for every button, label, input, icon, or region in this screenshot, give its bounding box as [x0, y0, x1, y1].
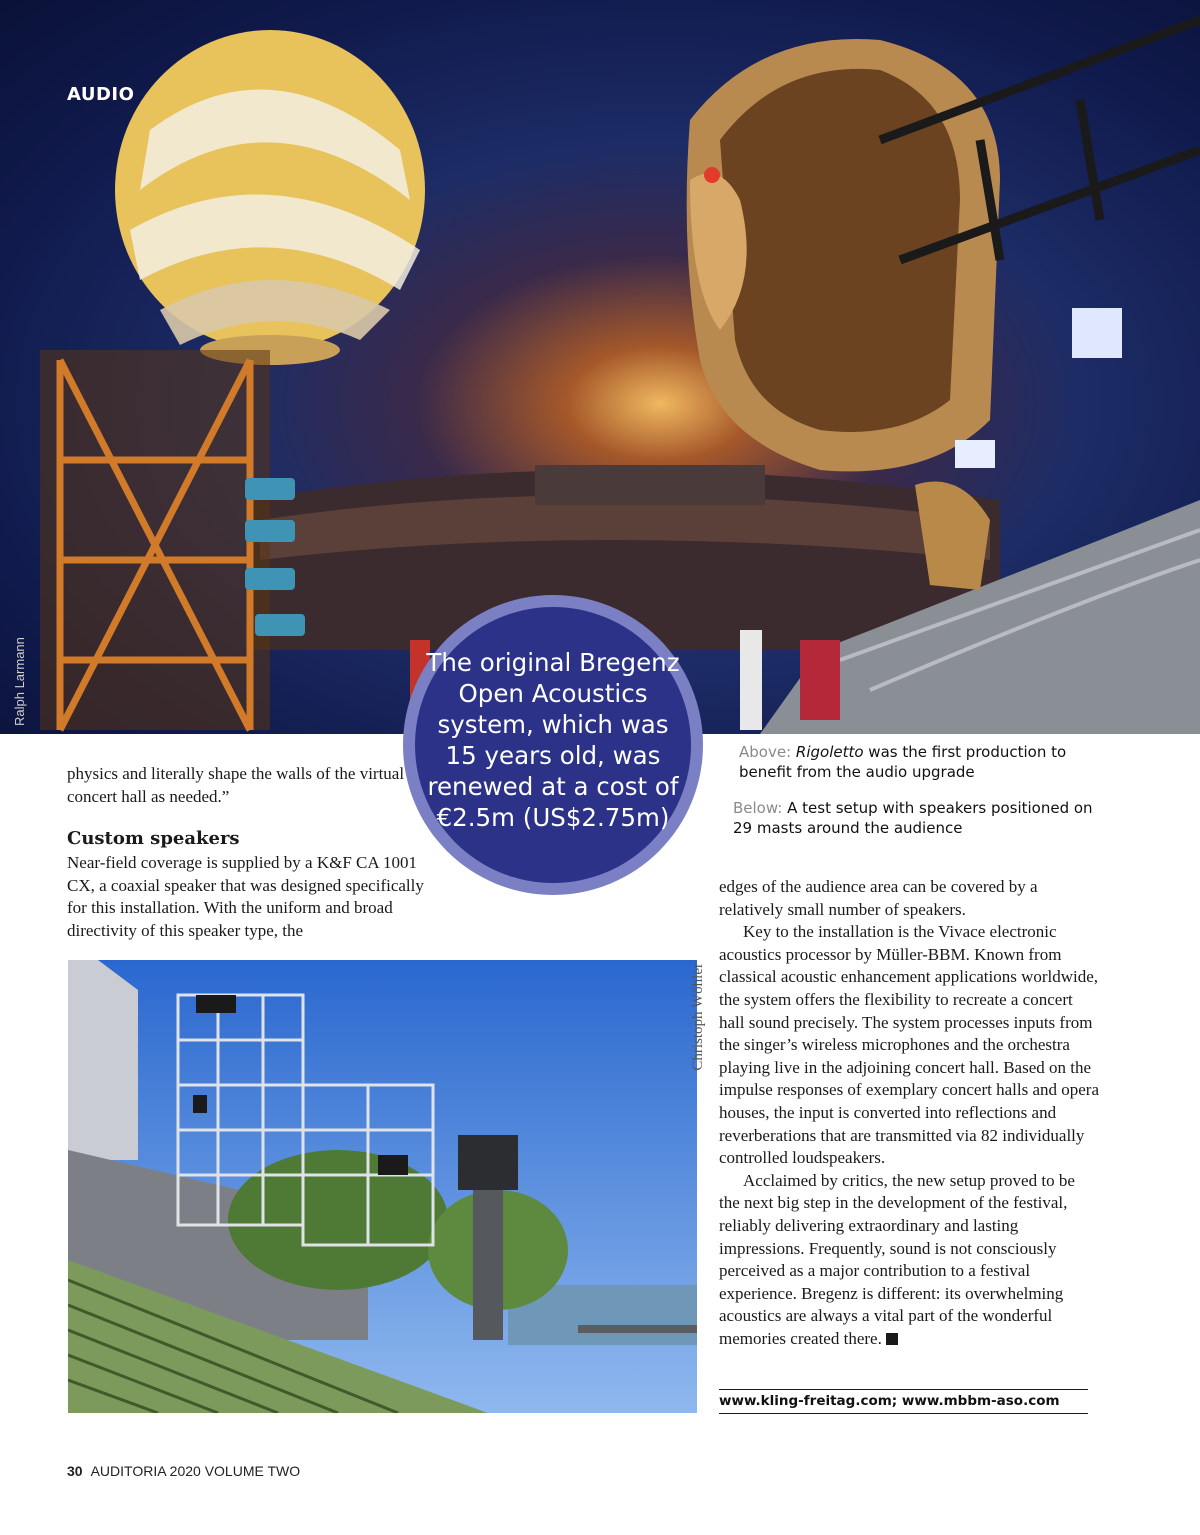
pull-quote: [403, 595, 703, 895]
caption-below-tag: Below:: [733, 799, 783, 817]
right-paragraph-1: edges of the audience area can be covered by a relatively small number of speakers.: [719, 877, 1038, 919]
hero-photo-credit: Ralph Larmann: [12, 637, 27, 726]
left-column-continuation: physics and literally shape the walls of the virtual concert hall as needed.”: [67, 764, 405, 806]
subheading-custom-speakers: Custom speakers: [67, 828, 240, 849]
pull-quote-disc: [415, 607, 691, 883]
page-footer: [67, 1463, 300, 1479]
lower-photo: [68, 960, 697, 1413]
right-column: [719, 876, 1099, 1350]
page-number: 30: [67, 1463, 83, 1479]
end-mark-icon: [886, 1333, 898, 1345]
caption-above-tag: Above:: [739, 743, 792, 761]
links-top-rule: [719, 1389, 1088, 1390]
right-paragraph-3: [719, 1170, 1099, 1351]
lower-photo-credit: Christoph Wöhler: [690, 963, 706, 1071]
left-column-paragraph: Near-field coverage is supplied by a K&F CA 1001 CX, a coaxial speaker that was designed specifically for this installation. With the uniform and broad directivity of this speaker type, the: [67, 853, 424, 940]
web-links[interactable]: www.kling-freitag.com; www.mbbm-aso.com: [719, 1393, 1060, 1409]
publication-name: AUDITORIA 2020 VOLUME TWO: [90, 1463, 301, 1479]
lower-photo-illustration: [68, 960, 697, 1413]
caption-above: [739, 742, 1099, 782]
pull-quote-text: The original Bregenz Open Acoustics system, which was 15 years old, was renewed at a cost of €2.5m (US$2.75m): [426, 648, 680, 832]
section-label: AUDIO: [67, 84, 135, 105]
right-paragraph-2: Key to the installation is the Vivace electronic acoustics processor by Müller-BBM. Known from classical acoustic enhancement applications worldwide, the system offers the flexibility to recreate a concert hall sound precisely. The system processes inputs from the singer’s wireless microphones and the orchestra playing live in the adjoining concert hall. Based on the impulse responses of exemplary concert halls and opera houses, the input is converted into reflections and reverberations that are transmitted via 82 individually controlled loudspeakers.: [719, 922, 1100, 1168]
caption-above-title: Rigoletto: [795, 743, 864, 761]
links-bottom-rule: [719, 1413, 1088, 1414]
right-paragraph-3-text: Acclaimed by critics, the new setup proved to be the next big step in the development of the festival, reliably delivering extraordinary and lasting impressions. Frequently, sound is not consciously perceived as a major contribution to a festival experience. Bregenz is different: its overwhelming acoustics are always a vital part of the wonderful memories created there.: [719, 1170, 1075, 1348]
caption-above-text: was the first production to benefit from the audio upgrade: [739, 743, 1067, 781]
caption-below-text: A test setup with speakers positioned on 29 masts around the audience: [733, 799, 1093, 837]
caption-below: [733, 798, 1103, 838]
